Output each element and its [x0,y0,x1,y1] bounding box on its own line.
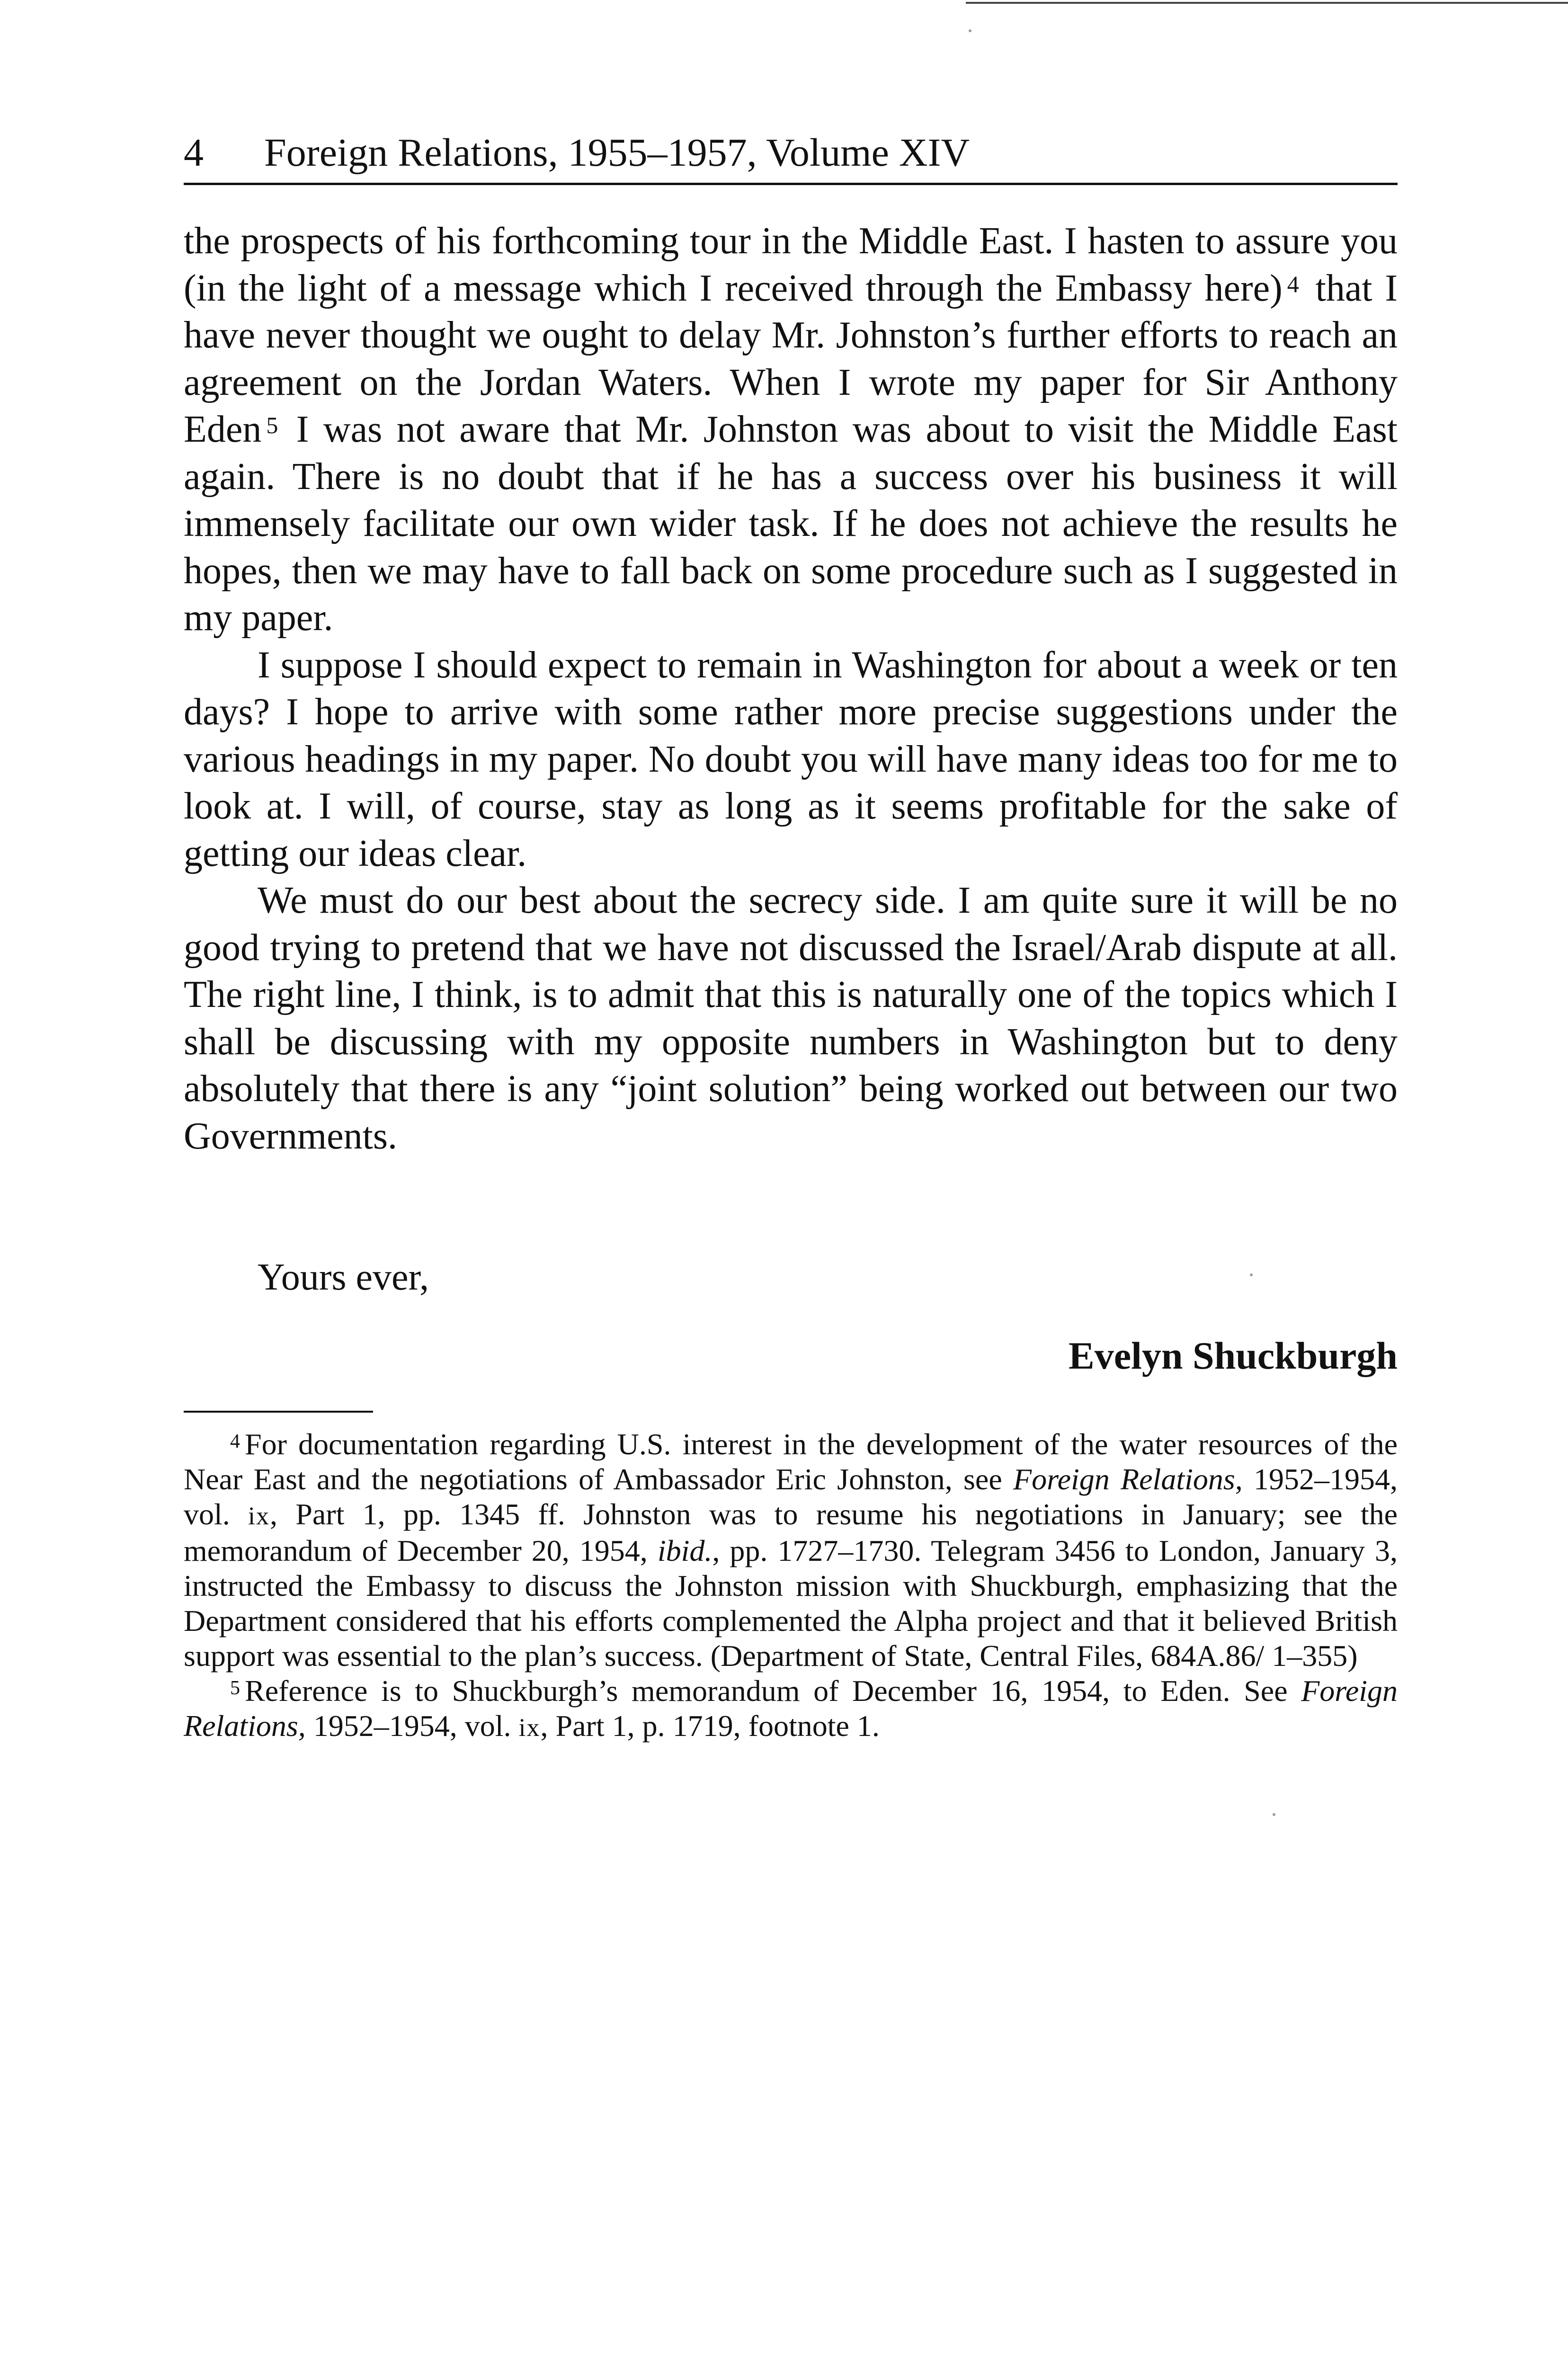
footnote-volume-numeral: ix [248,1502,270,1530]
footnote-ibid: ibid. [657,1534,713,1567]
scan-speck [1273,1813,1275,1816]
footnote-4 [184,1427,1398,1673]
letter-paragraph-2: I suppose I should expect to remain in Washington for about a week or ten days? I hope to arrive with some rather more precise suggestions under the various headings in my paper. No doubt you will have many ideas too for me to look at. I will, of course, stay as long as it seems profitable for the sake of getting our ideas clear. [184,644,1398,874]
footnote-text: , pp. 1727–1730. Telegram 3456 to London, January 3, instructed the Embassy to discuss the Johnston mission with Shuckburgh, emphasizing that the Department considered that his efforts complemented the Alpha project and that it believed British support was essential to the plan’s success. (Department of State, Central Files, 684A.86/ 1–355) [184,1534,1398,1673]
footnote-volume-numeral: ix [518,1713,541,1742]
page-number: 4 [184,131,204,175]
footnote-source-title: Foreign Relations, [184,1674,1398,1743]
footnotes [184,1427,1398,1745]
paragraph-text: that I have never thought we ought to delay Mr. Johnston’s further efforts to reach an agreement on the Jordan Waters. When I wrote my paper for Sir Anthony Eden [184,267,1398,450]
footnote-marker: 5 [230,1677,240,1699]
top-edge-rule [966,2,1568,4]
running-head [184,127,1398,185]
footnote-separator [184,1411,373,1413]
footnote-5 [184,1673,1398,1745]
scan-speck [1250,1273,1253,1276]
footnote-text: , Part 1, p. 1719, footnote 1. [540,1709,880,1743]
footnote-marker: 4 [230,1431,240,1452]
letter-paragraph-1 [184,218,1398,642]
footnote-text: , Part 1, pp. 1345 ff. Johnston was to resume his negotiations in January; see the memorandum of December 20, 1954, [184,1497,1398,1567]
footnote-text: Reference is to Shuckburgh’s memorandum of December 16, 1954, to Eden. See [245,1674,1288,1708]
paragraph-text: the prospects of his forthcoming tour in the Middle East. I hasten to assure you (in the light of a message which I received through the Embassy here) [184,220,1398,309]
scan-speck [969,29,971,32]
footnote-source-title: Foreign Relations, [1013,1462,1243,1496]
running-head-title: Foreign Relations, 1955–1957, Volume XIV [264,131,970,175]
letter-paragraph-3: We must do our best about the secrecy side. I am quite sure it will be no good trying to pretend that we have not discussed the Israel/Arab dispute at all. The right line, I think, is to admit that this is naturally one of the topics which I shall be discussing with my opposite numbers in Washington but to deny absolutely that there is any “joint solution” being worked out between our two Governments. [184,880,1398,1157]
footnote-reference-4: 4 [1287,270,1299,297]
footnote-text: For documentation regarding U.S. interest in the development of the water resources of the Near East and the negotiations of Ambassador Eric Johnston, see [184,1427,1398,1496]
letter-closing: Yours ever, [258,1256,429,1298]
paragraph-text: I was not aware that Mr. Johnston was about to visit the Middle East again. There is no doubt that if he has a success over his business it will immensely facilitate our own wider task. If he does not achieve the results he hopes, then we may have to fall back on some procedure such as I suggested in my paper. [184,409,1398,639]
footnote-reference-5: 5 [266,412,278,438]
letter-body [184,218,1398,1160]
footnote-text: 1952–1954, vol. [184,1462,1398,1531]
letter-signature: Evelyn Shuckburgh [1069,1334,1398,1377]
footnote-text: 1952–1954, vol. [313,1709,511,1743]
